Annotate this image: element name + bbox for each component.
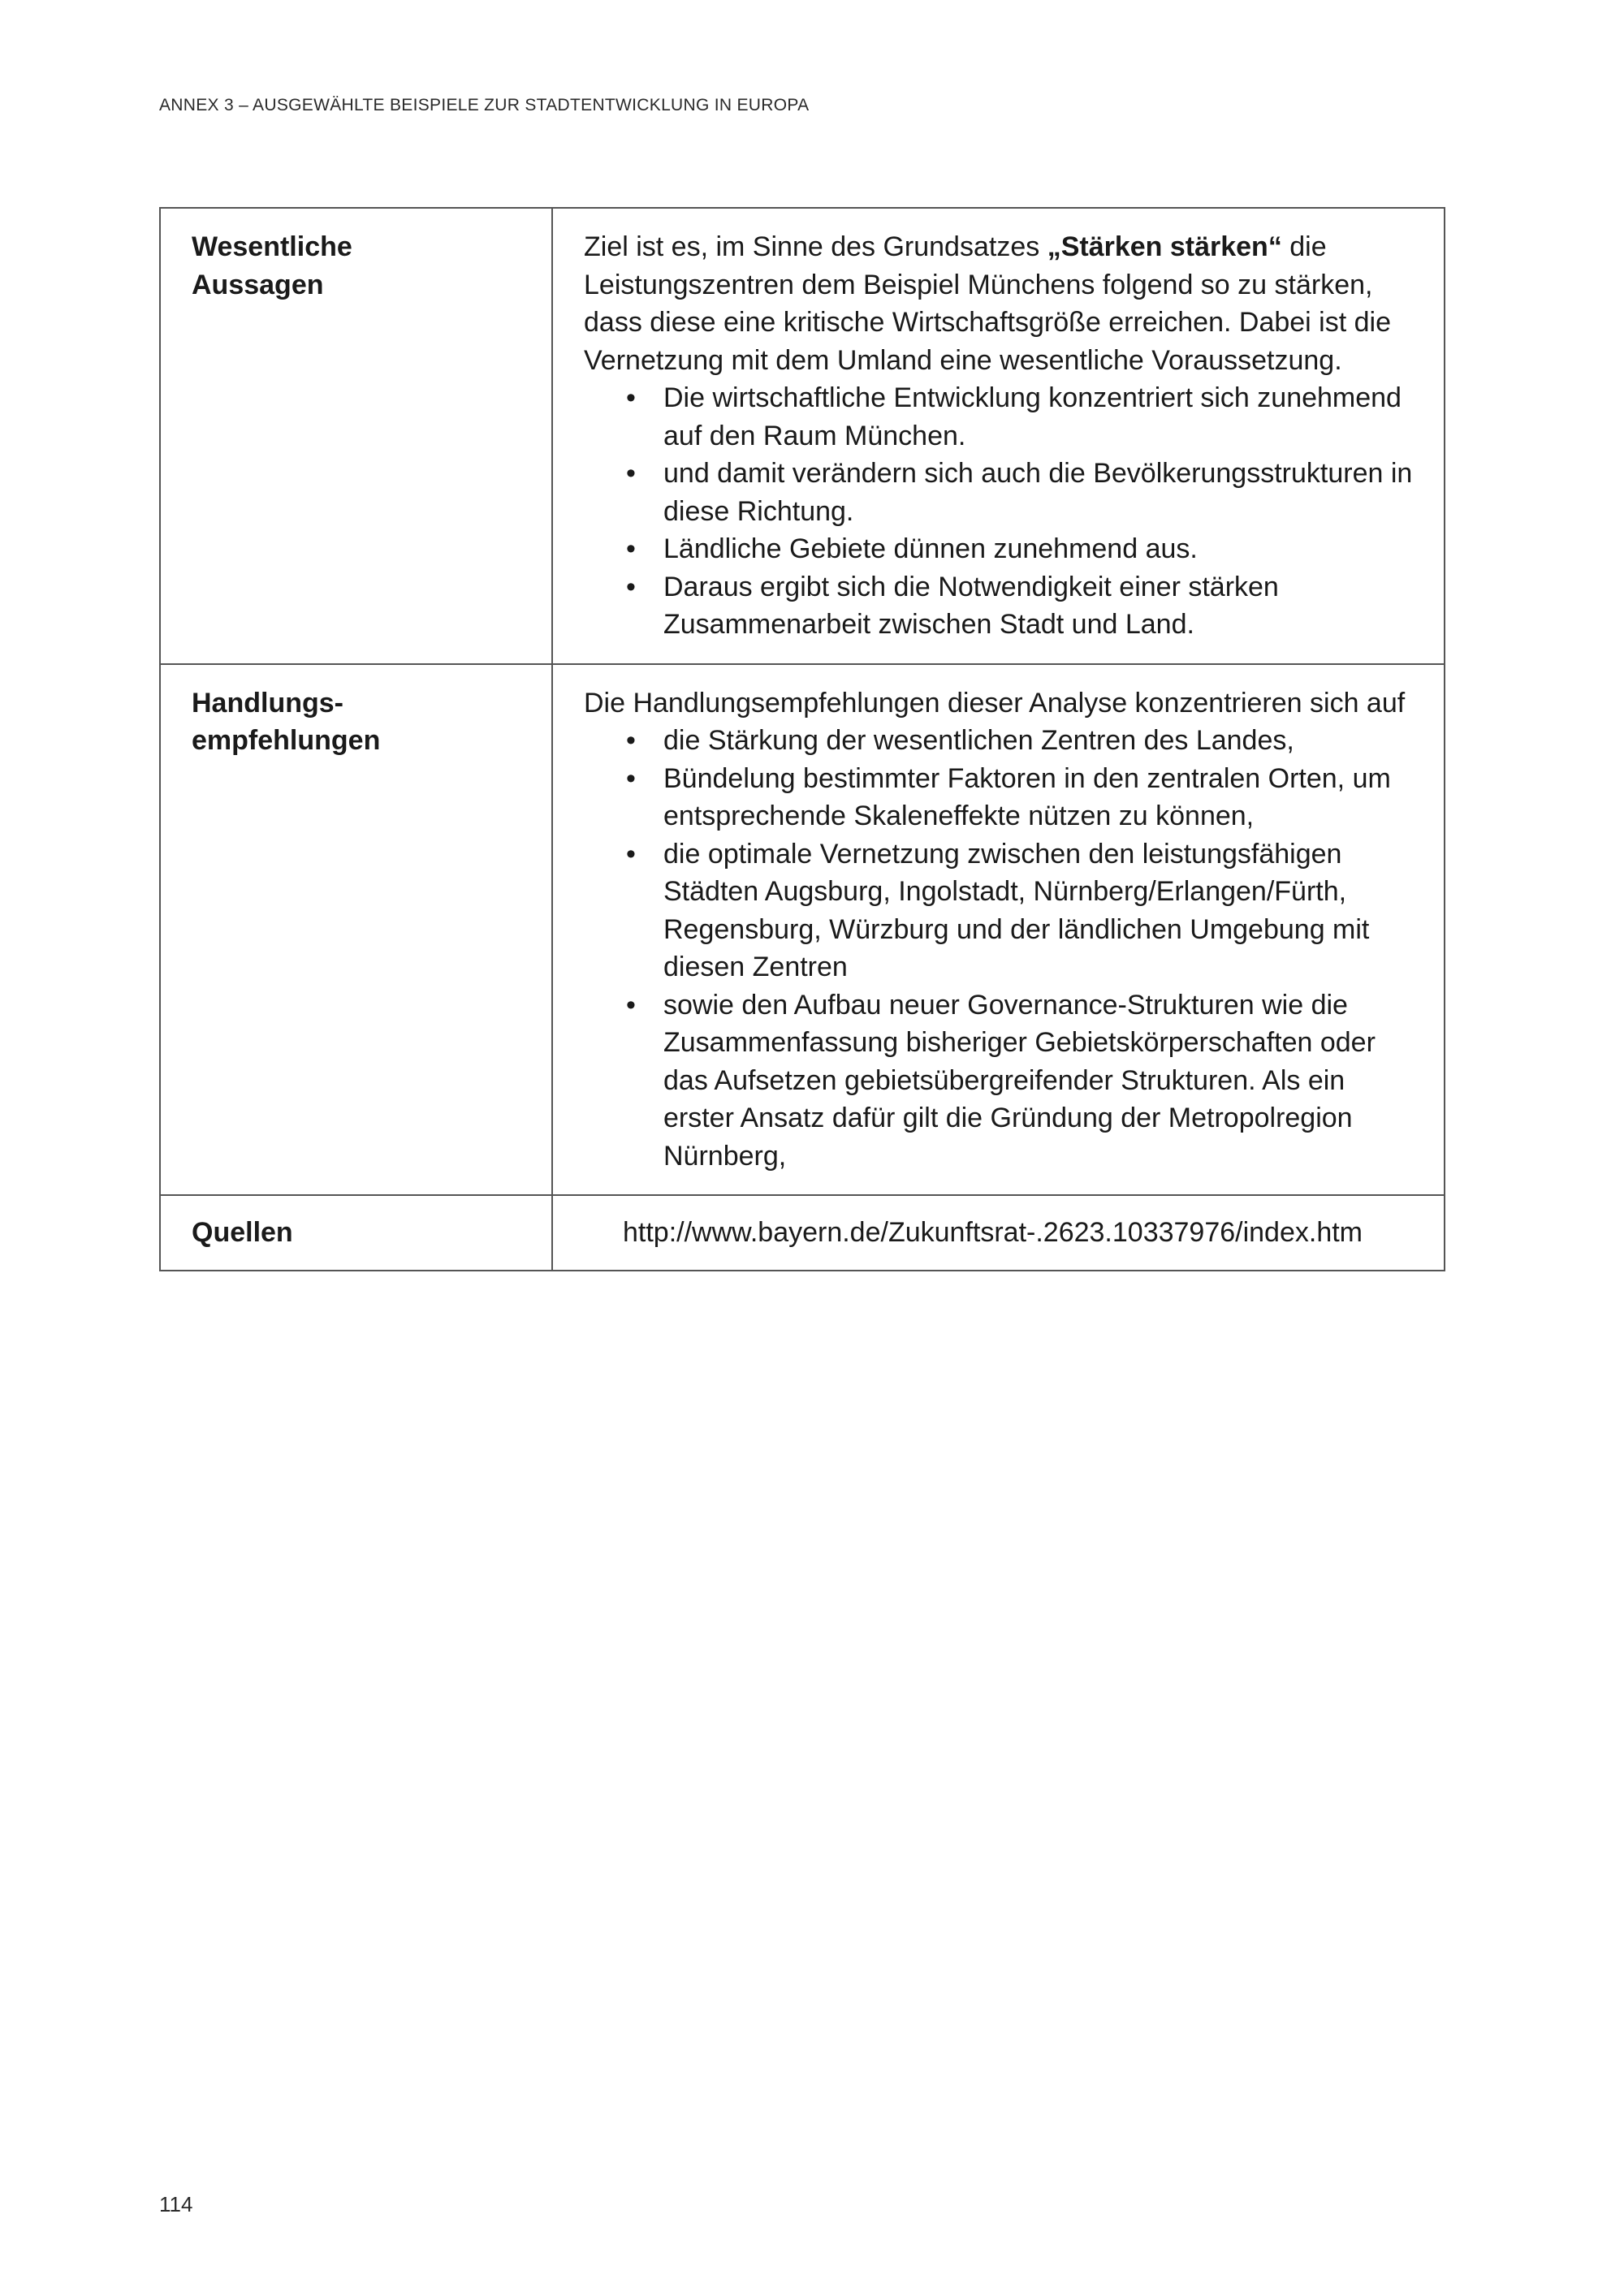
list-item: • die optimale Vernetzung zwischen den leistungsfähigen Städten Augsburg, Ingolstadt, Nürnberg/Erlangen/Fürth, Regensburg, Würzburg und der ländlichen Umgebung mit diesen Zentren [584,835,1418,986]
row-label-line: Handlungs- [192,687,343,719]
bullet-list [584,722,1418,1175]
intro-paragraph [584,228,1418,379]
row-label-line: Wesentliche [192,231,352,262]
intro-text: die Leistungszentren dem Beispiel Münchens folgend so zu stärken, dass diese eine kritische Wirtschaftsgröße erreichen. Dabei ist die Vernetzung mit dem Umland eine wesentliche Voraussetzung. [584,231,1391,376]
source-link[interactable]: http://www.bayern.de/Zukunftsrat-.2623.10337976/index.htm [623,1217,1363,1248]
list-item: • Daraus ergibt sich die Notwendigkeit einer stärken Zusammenarbeit zwischen Stadt und Land. [584,568,1418,644]
list-item: • Die wirtschaftliche Entwicklung konzentriert sich zunehmend auf den Raum München. [584,379,1418,455]
intro-text: Ziel ist es, im Sinne des Grundsatzes [584,231,1047,262]
row-label: Quellen [160,1195,552,1271]
list-item: • und damit verändern sich auch die Bevölkerungsstrukturen in diese Richtung. [584,455,1418,530]
intro-paragraph: Die Handlungsempfehlungen dieser Analyse konzentrieren sich auf [584,687,1406,719]
bullet-list [584,379,1418,644]
info-table [159,207,1445,1271]
list-item: • die Stärkung der wesentlichen Zentren des Landes, [584,722,1418,760]
row-content [552,1195,1445,1271]
page-number: 114 [159,2192,193,2216]
list-item: • Ländliche Gebiete dünnen zunehmend aus. [584,530,1418,568]
row-content [552,208,1445,664]
table-row-quellen [160,1195,1445,1271]
table-row-wesentliche-aussagen [160,208,1445,664]
list-item: • sowie den Aufbau neuer Governance-Strukturen wie die Zusammenfassung bisheriger Gebietskörperschaften oder das Aufsetzen gebietsübergreifender Strukturen. Als ein erster Ansatz dafür gilt die Gründung der Metropolregion Nürnberg, [584,986,1418,1176]
intro-emphasis: „Stärken stärken“ [1047,231,1282,262]
table-row-handlungsempfehlungen [160,664,1445,1196]
running-header: ANNEX 3 – AUSGEWÄHLTE BEISPIELE ZUR STADTENTWICKLUNG IN EUROPA [159,96,810,114]
row-label [160,664,552,1196]
row-label [160,208,552,664]
row-content [552,664,1445,1196]
row-label-line: empfehlungen [192,725,381,756]
list-item: • Bündelung bestimmter Faktoren in den zentralen Orten, um entsprechende Skaleneffekte nützen zu können, [584,760,1418,835]
row-label-line: Aussagen [192,269,324,300]
